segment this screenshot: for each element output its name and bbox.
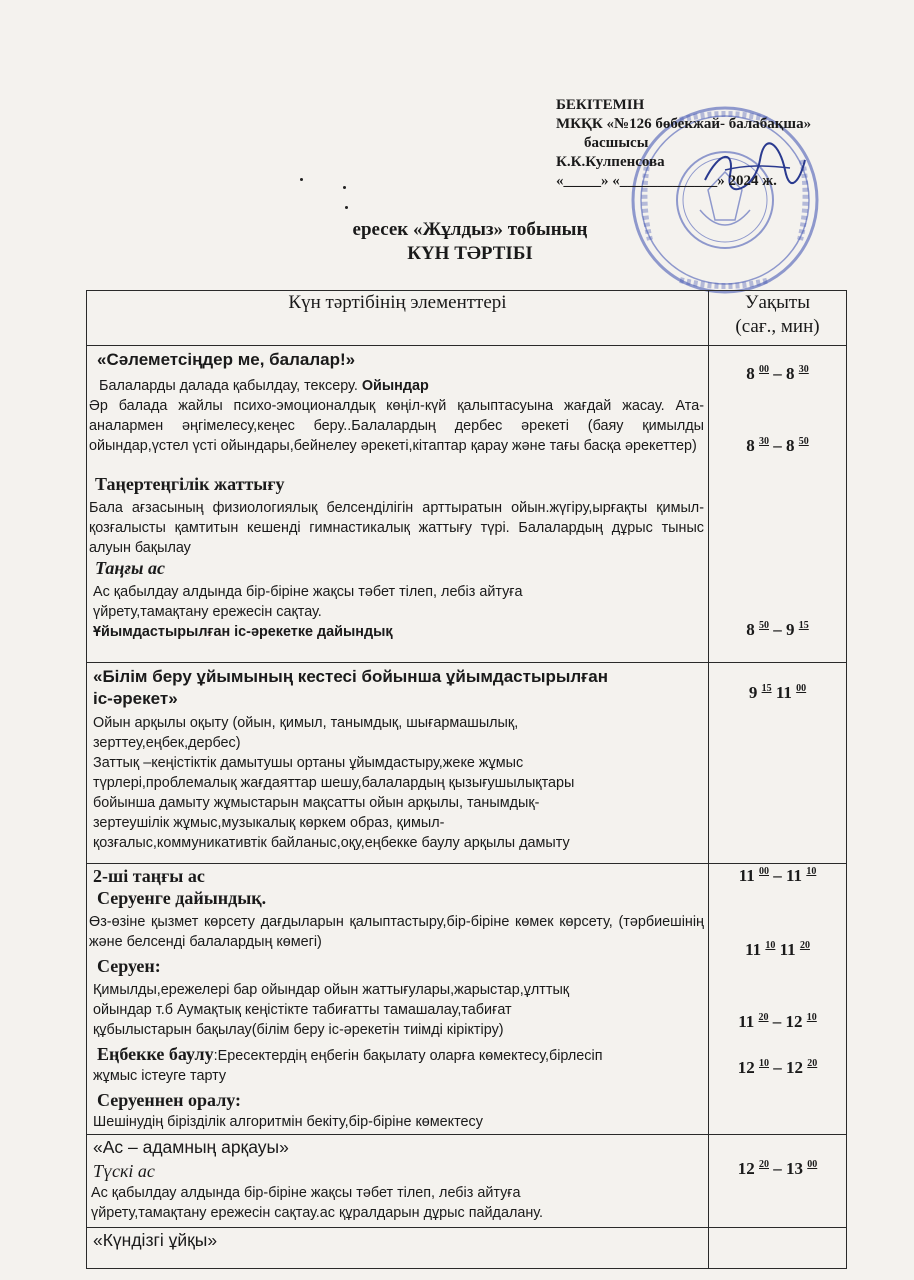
- row2-line7: қозғалыс,коммуникативтік байланыс,оқу,еңбекке баулу арқылы дамыту: [93, 835, 570, 851]
- row2-line1: Ойын арқылы оқыту (ойын, қимыл, танымдық, шығармашылық,: [93, 715, 519, 731]
- row3-sub1: Серуенге дайындық.: [97, 888, 267, 908]
- time-range: 8 $^{50}$ – 9 $^{15}$: [746, 620, 809, 639]
- header-time: [709, 291, 847, 346]
- header-time-units: (сағ., мин): [735, 316, 820, 337]
- row2-line2: зерттеу,еңбек,дербес): [93, 735, 241, 751]
- row1-heading: «Сәлеметсіңдер ме, балалар!»: [97, 350, 356, 369]
- table-row: [87, 346, 847, 663]
- speck: [345, 206, 348, 209]
- row4-line1: Ас қабылдау алдында бір-біріне жақсы тәбет тілеп, лебіз айтуға: [91, 1185, 521, 1201]
- row3-line1: Қимылды,ережелері бар ойындар ойын жаттығулары,жарыстар,ұлттық: [93, 982, 570, 998]
- table-row: [87, 1135, 847, 1228]
- row4-sub1: Түскі ас: [93, 1161, 155, 1181]
- row2-line3: Заттық –кеңістіктік дамытушы ортаны ұйымдастыру,жеке жұмыс: [93, 755, 524, 771]
- row1-line1: Балаларды далада қабылдау, тексеру. Ойындар: [99, 378, 429, 394]
- approval-name: К.К.Кулпенсова: [556, 154, 665, 170]
- table-row: [87, 663, 847, 864]
- speck: [300, 178, 303, 181]
- row1-para2: Бала ағзасының физиологиялық белсенділігін арттыратын ойын.жүгіру,ырғақты қимыл-қозғалысты қамтитын кешенді гимнастикалық жаттығу түрі. Балалардың дұрыс тыныс алуын бақылау: [89, 500, 704, 556]
- time-range: 12 $^{10}$ – 12 $^{20}$: [737, 1058, 818, 1077]
- row3-line4: жұмыс істеуге тарту: [93, 1068, 227, 1084]
- row3-sub4: Серуеннен оралу:: [97, 1090, 242, 1110]
- row3-line2: ойындар т.б Аумақтық кеңістікте табиғатты тамашалау,табиғат: [93, 1002, 512, 1018]
- schedule-table: [86, 290, 847, 1269]
- row3-sub3-text: :Ересектердің еңбегін бақылату оларға көмектесу,бірлесіп: [213, 1048, 603, 1064]
- time-range: 8 $^{30}$ – 8 $^{50}$: [746, 436, 809, 455]
- row1-para3a: Ас қабылдау алдында бір-біріне жақсы тәбет тілеп, лебіз айтуға: [93, 584, 523, 600]
- row3-sub2: Серуен:: [97, 956, 161, 976]
- header-time-title: Уақыты: [745, 292, 810, 313]
- table-row: [87, 864, 847, 1135]
- row2-line6: зертеушілік жұмыс,музыкалық көркем образ, қимыл-: [93, 815, 445, 831]
- approval-block: [556, 96, 876, 191]
- row3-heading: 2-ші таңғы ас: [93, 866, 205, 886]
- row3-sub3: Еңбекке баулу: [97, 1044, 214, 1064]
- row1-para1: Әр балада жайлы психо-эмоционалдық көңіл-күй қалыптасуына жағдай жасау. Ата-аналармен әңгімелесу,кеңес беру..Балалардың дербес әрекеті (баяу қимылды ойындар,үстел үсті ойындары,бейнелеу әрекеті,кітаптар қарау және тағы басқа әрекеттер): [89, 398, 704, 454]
- document-title: [310, 218, 630, 266]
- row2-line4: түрлері,проблемалық жағдаяттар шешу,балалардың қызығушылықтары: [93, 775, 575, 791]
- time-range: 11 $^{00}$ – 11 $^{10}$: [738, 866, 817, 885]
- row1-sub2: Таңғы ас: [95, 558, 165, 578]
- row3-line-work: [97, 1044, 602, 1066]
- schedule-title: КҮН ТӘРТІБІ: [407, 243, 533, 264]
- time-range: 12 $^{20}$ – 13 $^{00}$: [737, 1159, 818, 1178]
- row2-heading2: іс-әрекет»: [93, 689, 178, 708]
- time-range: 11 $^{20}$ – 12 $^{10}$: [738, 1012, 817, 1031]
- speck: [343, 186, 346, 189]
- row1-para3b: үйрету,тамақтану ережесін сақтау.: [93, 604, 322, 620]
- row3-para1: Өз-өзіне қызмет көрсету дағдыларын қалыптастыру,бір-біріне көмек көрсету, (тәрбиешінің және белсенді балалардың көмегі): [89, 914, 704, 950]
- row1-sub3: Ұйымдастырылған іс-әрекетке дайындық: [93, 624, 393, 640]
- group-name: ересек «Жұлдыз» тобының: [352, 219, 588, 240]
- games-label: Ойындар: [361, 378, 429, 394]
- row5-heading: «Күндізгі ұйқы»: [93, 1230, 218, 1250]
- row2-line5: бойынша дамыту жұмыстарын мақсатты ойын арқылы, танымдық-: [93, 795, 540, 811]
- time-range: 9 $^{15}$ 11 $^{00}$: [748, 683, 807, 702]
- row3-line5: Шешінудің бірізділік алгоритмін бекіту,бір-біріне көмектесу: [93, 1114, 483, 1130]
- approval-org: МКҚК «№126 бөбекжай- балабақша»: [556, 116, 812, 132]
- time-range: 11 $^{10}$ 11 $^{20}$: [745, 940, 810, 959]
- approval-position: басшысы: [584, 135, 649, 151]
- approval-date: «_____» «_____________» 2024 ж.: [556, 173, 777, 189]
- header-elements: Күн тәртібінің элементтері: [87, 291, 709, 346]
- time-range: 8 $^{00}$ – 8 $^{30}$: [746, 364, 809, 383]
- table-header-row: [87, 291, 847, 346]
- table-row: [87, 1228, 847, 1269]
- row2-heading1: «Білім беру ұйымының кестесі бойынша ұйымдастырылған: [93, 667, 608, 686]
- approval-title: БЕКІТЕМІН: [556, 97, 645, 113]
- row3-line3: құбылыстарын бақылау(білім беру іс-әрекетін тиімді кіріктіру): [93, 1022, 504, 1038]
- row4-line2: үйрету,тамақтану ережесін сақтау.ас құралдарын дұрыс пайдалану.: [91, 1205, 544, 1221]
- row4-heading: «Ас – адамның арқауы»: [93, 1137, 289, 1157]
- row1-sub1: Таңертеңгілік жаттығу: [95, 474, 285, 494]
